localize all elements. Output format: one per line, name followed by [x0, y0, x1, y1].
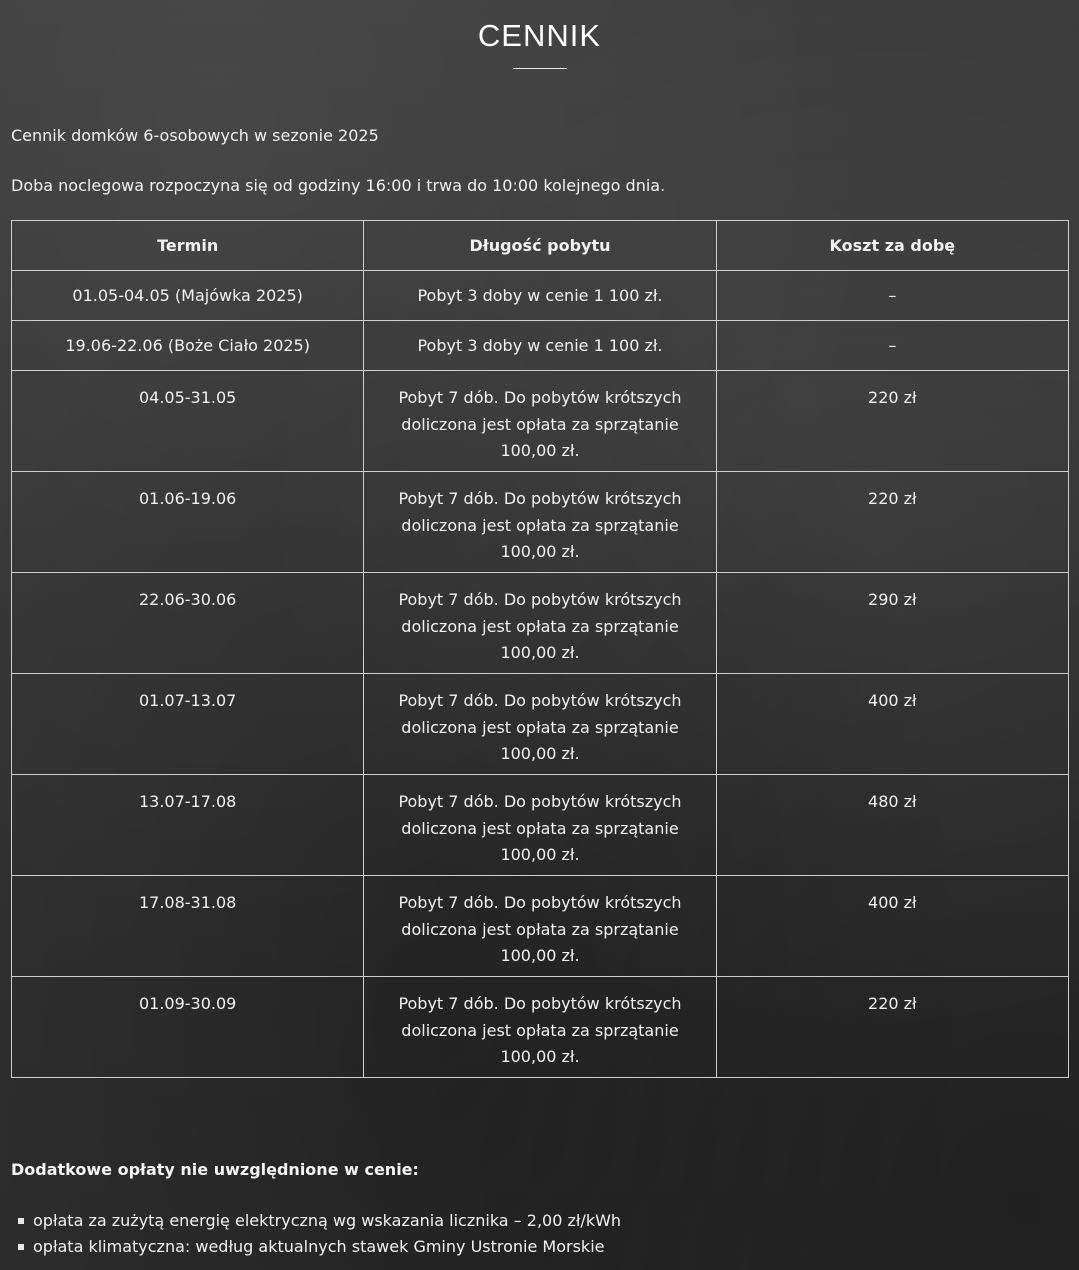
cell-cost: 480 zł	[716, 775, 1068, 876]
cell-cost: –	[716, 321, 1068, 371]
cell-term: 01.05-04.05 (Majówka 2025)	[12, 271, 364, 321]
cell-length: Pobyt 7 dób. Do pobytów krótszych doliczona jest opłata za sprzątanie 100,00 zł.	[364, 573, 716, 674]
intro-text: Cennik domków 6-osobowych w sezonie 2025	[11, 126, 379, 145]
cell-cost: 220 zł	[716, 977, 1068, 1078]
cell-term: 01.07-13.07	[12, 674, 364, 775]
page-title: CENNIK	[477, 18, 602, 53]
table-row	[12, 977, 1069, 1078]
cell-term: 19.06-22.06 (Boże Ciało 2025)	[12, 321, 364, 371]
table-row	[12, 472, 1069, 573]
table-row	[12, 573, 1069, 674]
list-item-text: opłata za zużytą energię elektryczną wg wskazania licznika – 2,00 zł/kWh	[33, 1211, 622, 1230]
cell-length: Pobyt 7 dób. Do pobytów krótszych doliczona jest opłata za sprzątanie 100,00 zł.	[364, 775, 716, 876]
cell-length: Pobyt 3 doby w cenie 1 100 zł.	[364, 321, 716, 371]
cell-cost: 290 zł	[716, 573, 1068, 674]
cell-cost: 400 zł	[716, 674, 1068, 775]
cell-length: Pobyt 7 dób. Do pobytów krótszych doliczona jest opłata za sprzątanie 100,00 zł.	[364, 876, 716, 977]
list-item-text: opłata klimatyczna: według aktualnych stawek Gminy Ustronie Morskie	[33, 1237, 605, 1256]
extra-fees-title: Dodatkowe opłaty nie uwzględnione w cenie:	[11, 1160, 419, 1179]
cell-cost: 400 zł	[716, 876, 1068, 977]
bullet-icon	[18, 1218, 24, 1224]
price-table	[11, 220, 1069, 1078]
cell-length: Pobyt 7 dób. Do pobytów krótszych doliczona jest opłata za sprzątanie 100,00 zł.	[364, 977, 716, 1078]
table-row	[12, 371, 1069, 472]
bullet-icon	[18, 1244, 24, 1250]
cell-cost: –	[716, 271, 1068, 321]
table-row	[12, 674, 1069, 775]
cell-length: Pobyt 7 dób. Do pobytów krótszych doliczona jest opłata za sprzątanie 100,00 zł.	[364, 472, 716, 573]
cell-length: Pobyt 3 doby w cenie 1 100 zł.	[364, 271, 716, 321]
cell-term: 04.05-31.05	[12, 371, 364, 472]
cell-length: Pobyt 7 dób. Do pobytów krótszych doliczona jest opłata za sprzątanie 100,00 zł.	[364, 371, 716, 472]
header-cost: Koszt za dobę	[716, 221, 1068, 271]
table-row	[12, 321, 1069, 371]
list-item	[11, 1208, 621, 1234]
cell-term: 17.08-31.08	[12, 876, 364, 977]
cell-term: 13.07-17.08	[12, 775, 364, 876]
table-row	[12, 876, 1069, 977]
list-item	[11, 1234, 621, 1260]
cell-cost: 220 zł	[716, 472, 1068, 573]
table-row	[12, 271, 1069, 321]
cell-term: 01.09-30.09	[12, 977, 364, 1078]
table-row	[12, 775, 1069, 876]
cell-cost: 220 zł	[716, 371, 1068, 472]
checkin-info-text: Doba noclegowa rozpoczyna się od godziny 16:00 i trwa do 10:00 kolejnego dnia.	[11, 176, 666, 195]
extra-fees-list	[11, 1208, 621, 1260]
cell-term: 22.06-30.06	[12, 573, 364, 674]
table-header-row	[12, 221, 1069, 271]
header-length: Długość pobytu	[364, 221, 716, 271]
header-term: Termin	[12, 221, 364, 271]
title-underline	[513, 68, 567, 69]
cell-term: 01.06-19.06	[12, 472, 364, 573]
cell-length: Pobyt 7 dób. Do pobytów krótszych doliczona jest opłata za sprzątanie 100,00 zł.	[364, 674, 716, 775]
